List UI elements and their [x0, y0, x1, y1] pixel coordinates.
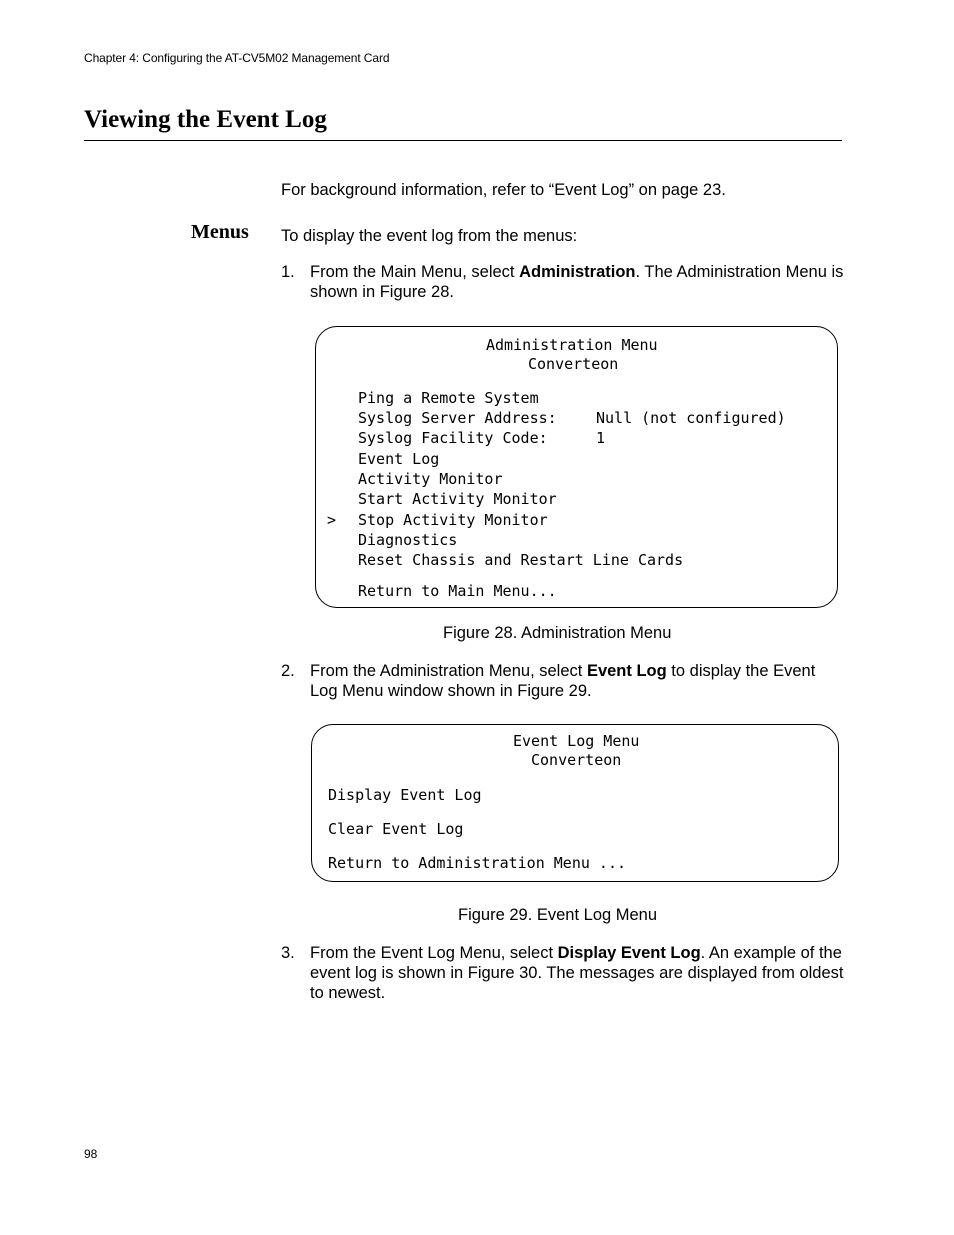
syslog-server-value: Null (not configured) — [596, 409, 786, 427]
figure-28-caption: Figure 28. Administration Menu — [443, 624, 672, 642]
step-2-bold: Event Log — [586, 662, 667, 680]
step-3-text: From the Event Log Menu, select Display Event Log. An example of the event log is shown in Figure 30. The messages are displayed from oldest to newest. — [310, 944, 844, 1002]
menus-heading: Menus — [191, 221, 249, 243]
syslog-facility-value: 1 — [596, 429, 606, 447]
event-log-menu-screen — [311, 724, 839, 882]
menu-item-return-main[interactable]: Return to Main Menu... — [358, 582, 557, 600]
event-log-menu-subtitle: Converteon — [531, 751, 622, 769]
step-2-number: 2. — [281, 662, 295, 680]
menu-item-display-event-log[interactable]: Display Event Log — [328, 786, 482, 804]
menu-item-stop-activity[interactable]: Stop Activity Monitor — [358, 511, 548, 529]
step-3-bold: Display Event Log — [557, 944, 701, 962]
menu-item-reset-chassis[interactable]: Reset Chassis and Restart Line Cards — [358, 551, 684, 569]
title-rule — [84, 140, 842, 141]
menu-item-start-activity[interactable]: Start Activity Monitor — [358, 490, 557, 508]
running-head: Chapter 4: Configuring the AT-CV5M02 Management Card — [84, 51, 390, 65]
page-number: 98 — [84, 1147, 98, 1161]
figure-29-caption: Figure 29. Event Log Menu — [458, 906, 658, 924]
step-1-bold: Administration — [519, 263, 636, 281]
menu-item-return-admin[interactable]: Return to Administration Menu ... — [328, 854, 627, 872]
menu-item-syslog-facility[interactable]: Syslog Facility Code: — [358, 429, 548, 447]
admin-menu-subtitle: Converteon — [528, 355, 619, 373]
menu-cursor: > — [327, 511, 337, 529]
section-title: Viewing the Event Log — [84, 106, 327, 133]
step-3-number: 3. — [281, 944, 295, 962]
menu-item-activity-monitor[interactable]: Activity Monitor — [358, 470, 503, 488]
menu-item-diagnostics[interactable]: Diagnostics — [358, 531, 458, 549]
administration-menu-screen — [315, 326, 838, 608]
menu-item-ping[interactable]: Ping a Remote System — [358, 389, 539, 407]
intro-paragraph: For background information, refer to “Event Log” on page 23. — [281, 181, 726, 199]
step-1-text: From the Main Menu, select Administration. The Administration Menu is shown in Figure 28. — [310, 263, 844, 301]
menu-item-clear-event-log[interactable]: Clear Event Log — [328, 820, 464, 838]
step-2-text: From the Administration Menu, select Event Log to display the Event Log Menu window shown in Figure 29. — [310, 662, 816, 700]
menus-lead: To display the event log from the menus: — [281, 227, 578, 245]
event-log-menu-title: Event Log Menu — [513, 732, 640, 750]
step-1-number: 1. — [281, 263, 295, 281]
admin-menu-title: Administration Menu — [486, 336, 658, 354]
menu-item-syslog-server[interactable]: Syslog Server Address: — [358, 409, 557, 427]
menu-item-event-log[interactable]: Event Log — [358, 450, 440, 468]
